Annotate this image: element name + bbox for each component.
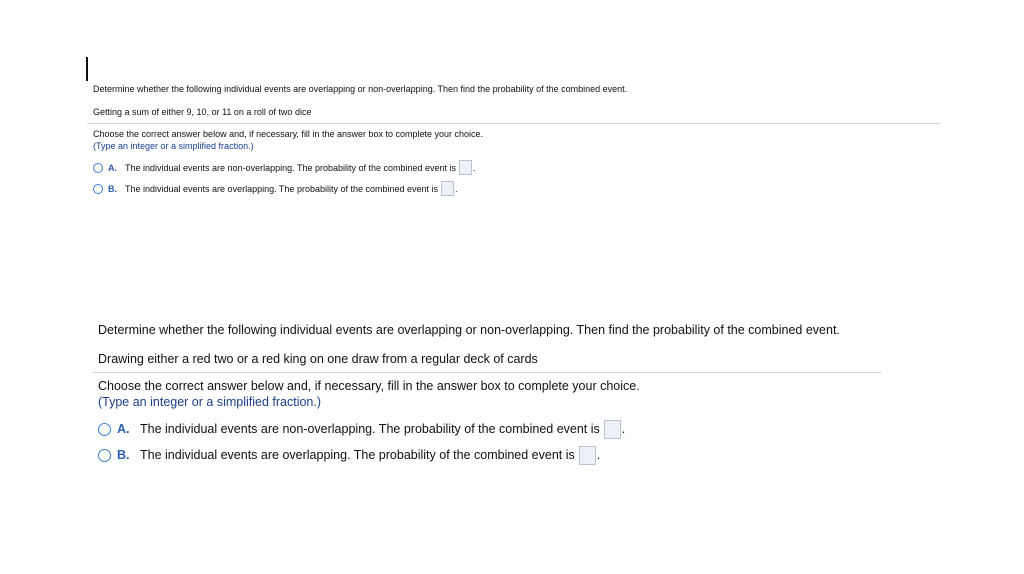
question-2 — [98, 322, 888, 468]
option-period-b: . — [455, 183, 458, 194]
radio-button-a[interactable] — [93, 163, 103, 173]
option-period-a: . — [621, 422, 626, 436]
question-1-choose-prompt: Choose the correct answer below and, if necessary, fill in the answer box to complete your choice. — [93, 129, 484, 139]
text-cursor — [86, 57, 88, 81]
question-1-event: Getting a sum of either 9, 10, or 11 on a roll of two dice — [93, 107, 312, 117]
option-text-a: The individual events are non-overlapping. The probability of the combined event is — [140, 422, 600, 436]
question-2-option-a[interactable] — [98, 416, 888, 442]
question-1-hint: (Type an integer or a simplified fraction.) — [93, 141, 254, 151]
question-2-event: Drawing either a red two or a red king on one draw from a regular deck of cards — [98, 352, 538, 366]
radio-button-b[interactable] — [98, 449, 111, 462]
question-1-option-b[interactable] — [93, 178, 953, 199]
option-letter-a: A. — [117, 422, 130, 436]
answer-input-b[interactable] — [579, 446, 596, 465]
radio-button-b[interactable] — [93, 184, 103, 194]
option-letter-a: A. — [108, 162, 117, 173]
question-1-option-a[interactable] — [93, 157, 953, 178]
answer-input-a[interactable] — [604, 420, 621, 439]
option-text-b: The individual events are overlapping. The probability of the combined event is — [125, 183, 439, 194]
question-1 — [93, 84, 953, 199]
option-text-a: The individual events are non-overlapping. The probability of the combined event is — [125, 162, 457, 173]
question-2-choose-prompt: Choose the correct answer below and, if necessary, fill in the answer box to complete your choice. — [98, 379, 640, 393]
answer-input-b[interactable] — [441, 181, 454, 196]
question-2-instruction: Determine whether the following individual events are overlapping or non-overlapping. Then find the probability of the combined event. — [98, 323, 840, 337]
answer-input-a[interactable] — [459, 160, 472, 175]
question-2-option-b[interactable] — [98, 442, 888, 468]
option-text-b: The individual events are overlapping. The probability of the combined event is — [140, 448, 575, 462]
question-2-divider — [93, 372, 882, 373]
option-letter-b: B. — [117, 448, 130, 462]
question-1-divider — [87, 123, 940, 124]
radio-button-a[interactable] — [98, 423, 111, 436]
question-1-instruction: Determine whether the following individual events are overlapping or non-overlapping. Then find the probability of the combined event. — [93, 84, 628, 94]
option-period-a: . — [473, 162, 476, 173]
option-period-b: . — [596, 448, 601, 462]
question-2-hint: (Type an integer or a simplified fraction.) — [98, 395, 322, 409]
option-letter-b: B. — [108, 183, 117, 194]
